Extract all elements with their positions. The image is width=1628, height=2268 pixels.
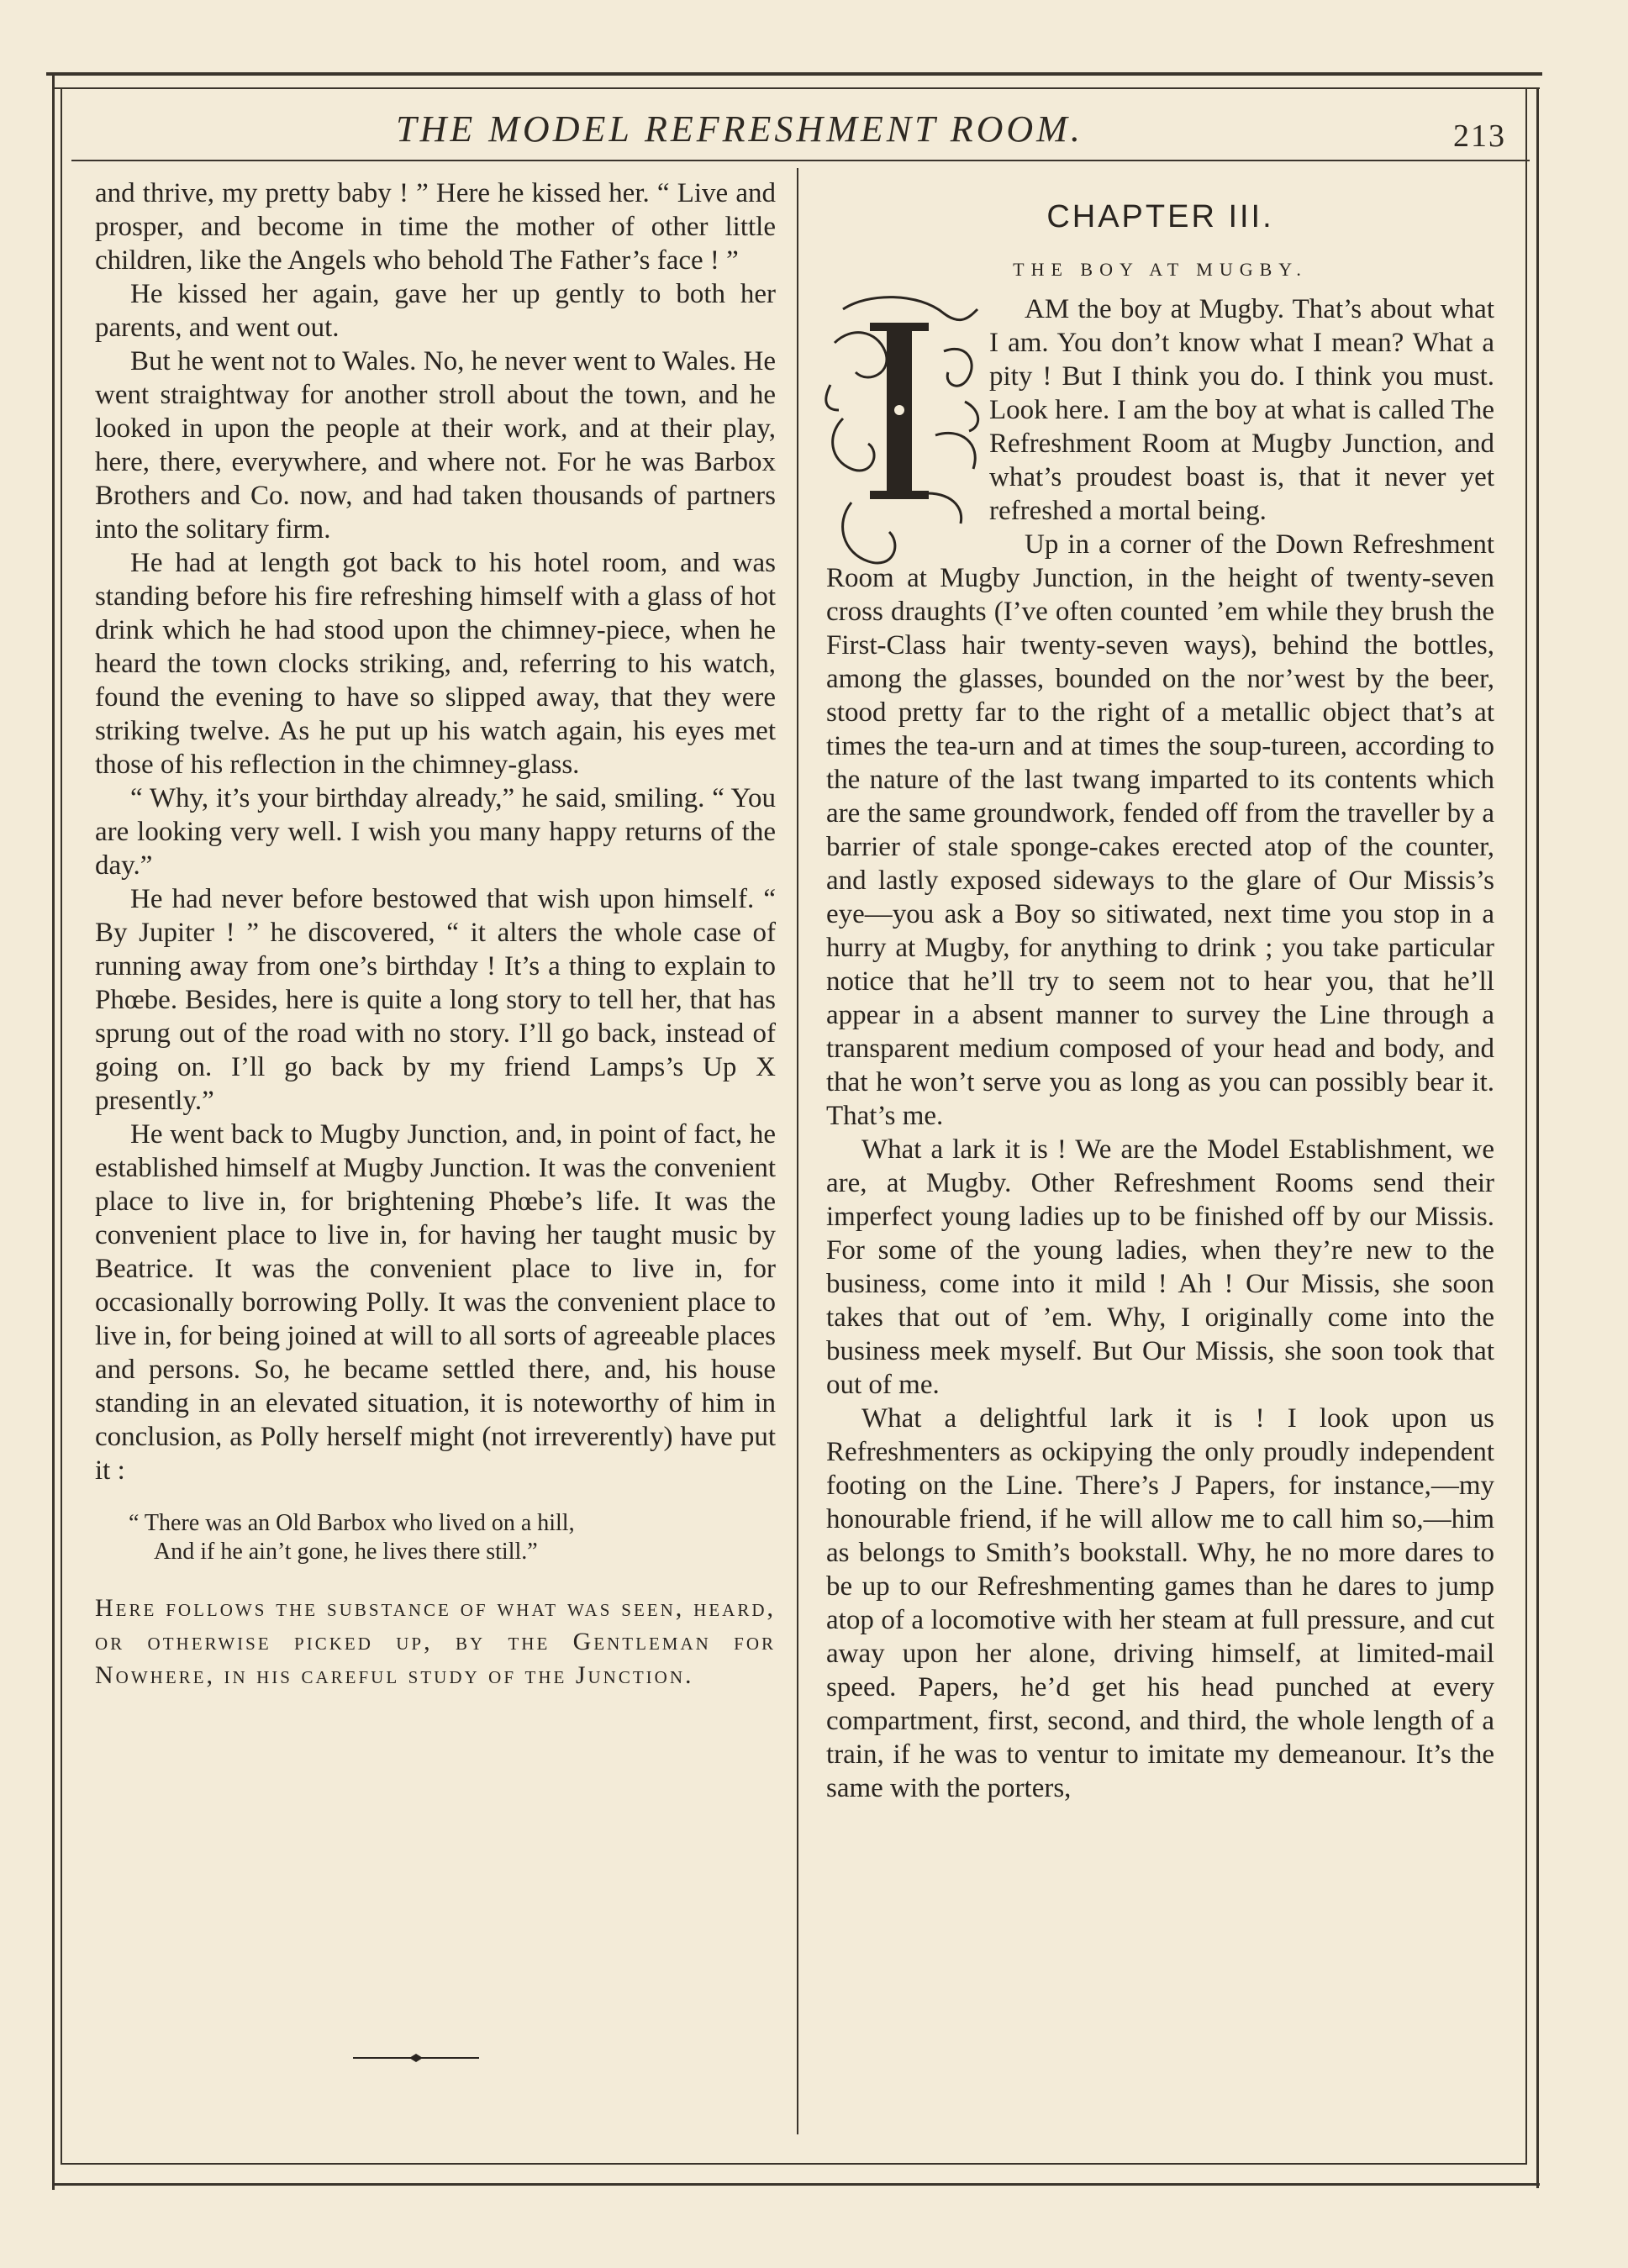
ornament-divider-icon [353, 2052, 479, 2064]
substance-note: Here follows the substance of what was seen, heard, or otherwise picked up, by the Gentleman for Nowhere, in his careful study of the Junction. [95, 1594, 776, 1689]
verse-line: “ There was an Old Barbox who lived on a hill, [129, 1510, 575, 1536]
chapter-title: CHAPTER III. [1046, 199, 1274, 234]
paragraph: What a lark it is ! We are the Model Establishment, we are, at Mugby. Other Refreshment Rooms send their imperfect young ladies up to be finished off by our Missis. For some of the young ladies, when they’re new to the business, come into it mild ! Ah ! Our Missis, she soon takes that out of ’em. Why, I originally come into the business meek myself. But Our Missis, she soon took that out of me. [826, 1134, 1494, 1400]
paragraph: He had at length got back to his hotel room, and was standing before his fire refreshing himself with a glass of hot drink which he had stood upon the chimney-piece, when he heard the town clocks striking, and, referring to his watch, found the evening to have so slipped away, that they were striking twelve. As he put up his watch again, his eyes met those of his reflection in the chimney-glass. [95, 548, 776, 780]
decorated-initial [818, 292, 977, 561]
verse [129, 1509, 776, 1566]
header-rule [71, 160, 1530, 161]
paragraph: He kissed her again, gave her up gently to both her parents, and went out. [95, 279, 776, 343]
chapter-subtitle: THE BOY AT MUGBY. [1013, 259, 1308, 280]
opening-paragraph-block [826, 292, 1494, 528]
paragraph: He had never before bestowed that wish upon himself. “ By Jupiter ! ” he discovered, “ it alters the whole case of running away from one’s birthday ! It’s a thing to explain to Phœbe. Besides, here is quite a long story to tell her, that has sprung out of the road with no story. I’ll go back, instead of going on. I’ll go back by my friend Lamps’s Up X presently.” [95, 884, 776, 1116]
left-outer-rule [52, 72, 55, 2190]
paragraph: What a delightful lark it is ! I look upon us Refreshmenters as ockipying the only proudly independent footing on the Line. There’s J Papers, for instance,—my honourable friend, if he will allow me to call him so,—him as belongs to Smith’s bookstall. Why, he no more dares to be up to our Refreshmenting games than he dares to jump atop of a locomotive with her steam at full pressure, and cut away upon her alone, driving himself, at limited-mail speed. Papers, he’d get his head punched at every compartment, first, second, and third, the whole length of a train, if he was to ventur to imitate my demeanour. It’s the same with the porters, [826, 1403, 1494, 1803]
paragraph: Up in a corner of the Down Refreshment Room at Mugby Junction, in the height of twenty-seven cross draughts (I’ve often counted ’em while they brush the First-Class hair twenty-seven ways), behind the bottles, among the glasses, bounded on the nor’west by the beer, stood pretty far to the right of a metallic object that’s at times the tea-urn and at times the soup-tureen, according to the nature of the last twang imparted to its contents which are the same groundwork, fended off from the traveller by a barrier of stale sponge-cakes erected atop of the counter, and lastly exposed sideways to the glare of Our Missis’s eye—you ask a Boy so sitiwated, next time you stop in a hurry at Mugby, for anything to drink ; you take particular notice that he’ll try to seem not to hear you, that he’ll appear in a absent manner to survey the Line through a transparent medium composed of your head and body, and that he won’t serve you as long as you can possibly bear it. That’s me. [826, 529, 1494, 1131]
top-inner-rule [52, 87, 1540, 89]
paragraph: “ Why, it’s your birthday already,” he said, smiling. “ You are looking very well. I wish you many happy returns of the day.” [95, 783, 776, 881]
ornamental-initial-icon [818, 292, 986, 587]
paragraph: and thrive, my pretty baby ! ” Here he kissed her. “ Live and prosper, and become in time the mother of other little children, like the Angels who behold The Father’s face ! ” [95, 178, 776, 276]
left-inner-rule [61, 87, 62, 2163]
bottom-inner-rule [61, 2163, 1527, 2165]
top-outer-rule [46, 72, 1542, 76]
page-number: 213 [1453, 118, 1506, 154]
right-inner-rule [1525, 87, 1527, 2165]
verse-line: And if he ain’t gone, he lives there still.” [154, 1539, 538, 1565]
paragraph: But he went not to Wales. No, he never went to Wales. He went straightway for another stroll about the town, and he looked in upon the people at their work, and at their play, here, there, everywhere, and where not. For he was Barbox Brothers and Co. now, and had taken thousands of partners into the solitary firm. [95, 346, 776, 545]
right-column [826, 176, 1494, 1805]
opening-paragraph-text: AM the boy at Mugby. That’s about what I am. You don’t know what I mean? What a pity ! But I think you do. I think you must. Look here. I am the boy at what is called The Refreshment Room at Mugby Junction, and what’s proudest boast is, that it never yet refreshed a mortal being. [989, 294, 1494, 526]
paragraph: He went back to Mugby Junction, and, in point of fact, he established himself at Mugby Junction. It was the convenient place to live in, for brightening Phœbe’s life. It was the convenient place to live in, for having her taught music by Beatrice. It was the convenient place to live in, for occasionally borrowing Polly. It was the convenient place to live in, for being joined at will to all sorts of agreeable places and persons. So, he became settled there, and, his house standing in an elevated situation, it is noteworthy of him in conclusion, as Polly herself might (not irreverently) have put it : [95, 1119, 776, 1486]
column-divider [797, 168, 798, 2134]
bottom-outer-rule [52, 2183, 1540, 2186]
right-outer-rule [1536, 87, 1539, 2188]
left-column [95, 176, 776, 1692]
running-title: THE MODEL REFRESHMENT ROOM. [396, 108, 1083, 150]
